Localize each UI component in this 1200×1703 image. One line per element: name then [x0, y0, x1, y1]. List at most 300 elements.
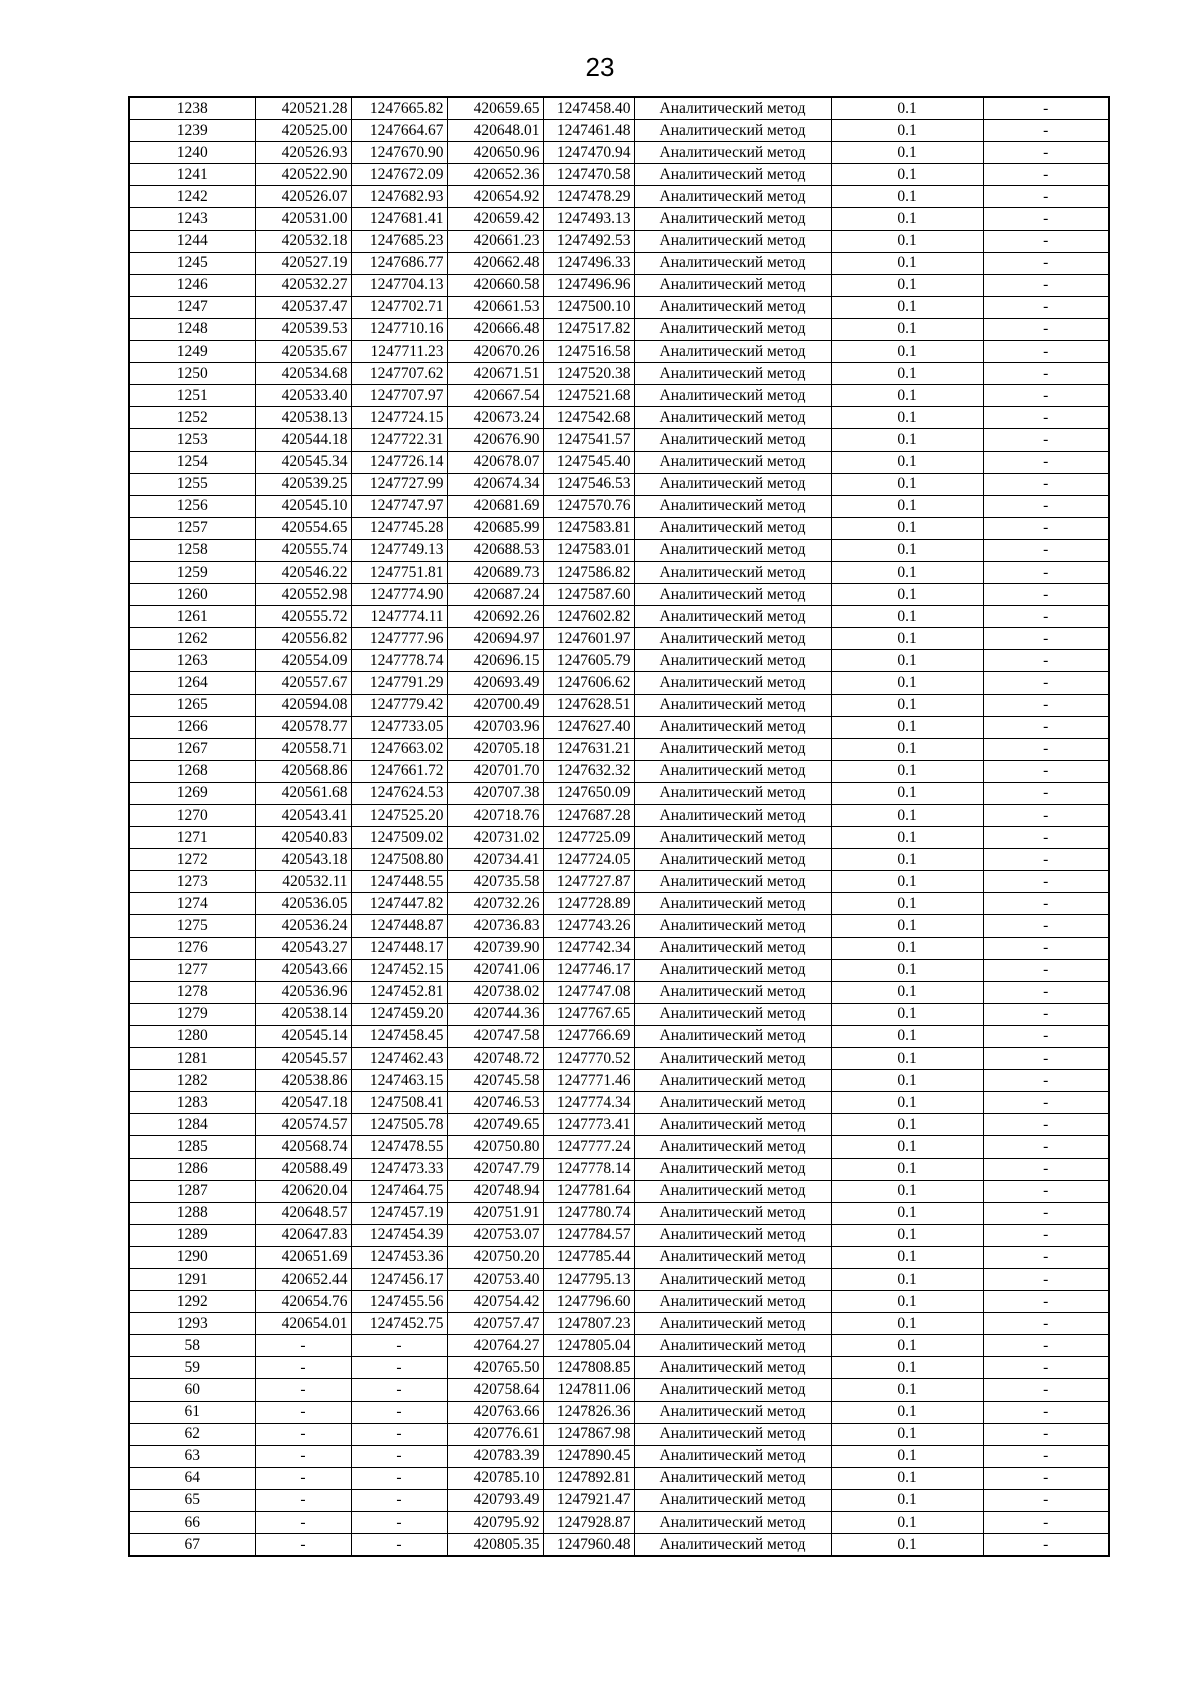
new-y-cell: 1247826.36 [543, 1401, 634, 1423]
point-number-cell: 1282 [129, 1070, 255, 1092]
old-y-cell: 1247624.53 [351, 782, 447, 804]
new-x-cell: 420734.41 [447, 849, 543, 871]
new-x-cell: 420795.92 [447, 1512, 543, 1534]
new-x-cell: 420670.26 [447, 341, 543, 363]
new-y-cell: 1247470.58 [543, 164, 634, 186]
method-cell: Аналитический метод [634, 495, 831, 517]
method-cell: Аналитический метод [634, 429, 831, 451]
method-cell: Аналитический метод [634, 120, 831, 142]
old-y-cell: 1247745.28 [351, 517, 447, 539]
table-row [129, 760, 1109, 782]
accuracy-cell: 0.1 [831, 274, 983, 296]
new-x-cell: 420707.38 [447, 782, 543, 804]
new-x-cell: 420671.51 [447, 363, 543, 385]
old-x-cell: - [255, 1423, 351, 1445]
method-cell: Аналитический метод [634, 1158, 831, 1180]
new-y-cell: 1247892.81 [543, 1467, 634, 1489]
accuracy-cell: 0.1 [831, 451, 983, 473]
table-row [129, 318, 1109, 340]
note-cell: - [983, 628, 1109, 650]
old-y-cell: - [351, 1401, 447, 1423]
table-row [129, 672, 1109, 694]
old-x-cell: 420543.66 [255, 959, 351, 981]
new-y-cell: 1247493.13 [543, 208, 634, 230]
table-row [129, 1467, 1109, 1489]
table-row [129, 1003, 1109, 1025]
new-y-cell: 1247890.45 [543, 1445, 634, 1467]
method-cell: Аналитический метод [634, 1070, 831, 1092]
note-cell: - [983, 561, 1109, 583]
note-cell: - [983, 716, 1109, 738]
old-x-cell: - [255, 1512, 351, 1534]
new-y-cell: 1247773.41 [543, 1114, 634, 1136]
table-row [129, 252, 1109, 274]
old-x-cell: 420588.49 [255, 1158, 351, 1180]
method-cell: Аналитический метод [634, 694, 831, 716]
new-x-cell: 420681.69 [447, 495, 543, 517]
point-number-cell: 1249 [129, 341, 255, 363]
new-x-cell: 420735.58 [447, 871, 543, 893]
old-y-cell: 1247682.93 [351, 186, 447, 208]
table-row [129, 849, 1109, 871]
new-x-cell: 420746.53 [447, 1092, 543, 1114]
new-y-cell: 1247605.79 [543, 650, 634, 672]
new-y-cell: 1247742.34 [543, 937, 634, 959]
table-row [129, 341, 1109, 363]
note-cell: - [983, 1246, 1109, 1268]
note-cell: - [983, 97, 1109, 120]
new-x-cell: 420703.96 [447, 716, 543, 738]
note-cell: - [983, 142, 1109, 164]
method-cell: Аналитический метод [634, 451, 831, 473]
note-cell: - [983, 451, 1109, 473]
new-y-cell: 1247587.60 [543, 584, 634, 606]
old-y-cell: 1247778.74 [351, 650, 447, 672]
point-number-cell: 1291 [129, 1268, 255, 1290]
old-y-cell: - [351, 1534, 447, 1557]
table-row [129, 1158, 1109, 1180]
table-row [129, 120, 1109, 142]
note-cell: - [983, 120, 1109, 142]
accuracy-cell: 0.1 [831, 1401, 983, 1423]
new-y-cell: 1247478.29 [543, 186, 634, 208]
point-number-cell: 1262 [129, 628, 255, 650]
method-cell: Аналитический метод [634, 981, 831, 1003]
old-x-cell: 420568.74 [255, 1136, 351, 1158]
note-cell: - [983, 252, 1109, 274]
method-cell: Аналитический метод [634, 1313, 831, 1335]
method-cell: Аналитический метод [634, 1268, 831, 1290]
table-row [129, 1070, 1109, 1092]
note-cell: - [983, 650, 1109, 672]
accuracy-cell: 0.1 [831, 1070, 983, 1092]
method-cell: Аналитический метод [634, 628, 831, 650]
new-x-cell: 420754.42 [447, 1291, 543, 1313]
table-row [129, 1180, 1109, 1202]
method-cell: Аналитический метод [634, 827, 831, 849]
method-cell: Аналитический метод [634, 296, 831, 318]
point-number-cell: 1244 [129, 230, 255, 252]
new-x-cell: 420805.35 [447, 1534, 543, 1557]
point-number-cell: 1248 [129, 318, 255, 340]
note-cell: - [983, 274, 1109, 296]
accuracy-cell: 0.1 [831, 694, 983, 716]
table-row [129, 1092, 1109, 1114]
method-cell: Аналитический метод [634, 606, 831, 628]
accuracy-cell: 0.1 [831, 871, 983, 893]
point-number-cell: 1241 [129, 164, 255, 186]
point-number-cell: 59 [129, 1357, 255, 1379]
old-y-cell: 1247478.55 [351, 1136, 447, 1158]
table-row [129, 782, 1109, 804]
accuracy-cell: 0.1 [831, 1357, 983, 1379]
new-y-cell: 1247516.58 [543, 341, 634, 363]
point-number-cell: 1264 [129, 672, 255, 694]
old-x-cell: 420543.18 [255, 849, 351, 871]
old-x-cell: 420538.86 [255, 1070, 351, 1092]
old-y-cell: 1247509.02 [351, 827, 447, 849]
method-cell: Аналитический метод [634, 318, 831, 340]
old-y-cell: 1247459.20 [351, 1003, 447, 1025]
accuracy-cell: 0.1 [831, 1534, 983, 1557]
table-row [129, 561, 1109, 583]
new-x-cell: 420747.79 [447, 1158, 543, 1180]
accuracy-cell: 0.1 [831, 385, 983, 407]
new-y-cell: 1247500.10 [543, 296, 634, 318]
new-y-cell: 1247807.23 [543, 1313, 634, 1335]
method-cell: Аналитический метод [634, 1423, 831, 1445]
new-y-cell: 1247767.65 [543, 1003, 634, 1025]
note-cell: - [983, 760, 1109, 782]
new-y-cell: 1247628.51 [543, 694, 634, 716]
accuracy-cell: 0.1 [831, 473, 983, 495]
accuracy-cell: 0.1 [831, 363, 983, 385]
method-cell: Аналитический метод [634, 1445, 831, 1467]
old-x-cell: - [255, 1379, 351, 1401]
new-y-cell: 1247796.60 [543, 1291, 634, 1313]
new-y-cell: 1247496.33 [543, 252, 634, 274]
point-number-cell: 1257 [129, 517, 255, 539]
point-number-cell: 1290 [129, 1246, 255, 1268]
old-x-cell: - [255, 1467, 351, 1489]
point-number-cell: 61 [129, 1401, 255, 1423]
point-number-cell: 1281 [129, 1048, 255, 1070]
old-x-cell: 420620.04 [255, 1180, 351, 1202]
method-cell: Аналитический метод [634, 1048, 831, 1070]
table-row [129, 407, 1109, 429]
new-y-cell: 1247785.44 [543, 1246, 634, 1268]
method-cell: Аналитический метод [634, 517, 831, 539]
old-x-cell: 420574.57 [255, 1114, 351, 1136]
old-y-cell: 1247704.13 [351, 274, 447, 296]
new-x-cell: 420732.26 [447, 893, 543, 915]
table-row [129, 1357, 1109, 1379]
accuracy-cell: 0.1 [831, 782, 983, 804]
new-y-cell: 1247583.81 [543, 517, 634, 539]
accuracy-cell: 0.1 [831, 1268, 983, 1290]
method-cell: Аналитический метод [634, 915, 831, 937]
old-y-cell: 1247454.39 [351, 1224, 447, 1246]
new-y-cell: 1247496.96 [543, 274, 634, 296]
accuracy-cell: 0.1 [831, 539, 983, 561]
accuracy-cell: 0.1 [831, 407, 983, 429]
accuracy-cell: 0.1 [831, 893, 983, 915]
table-row [129, 937, 1109, 959]
point-number-cell: 1293 [129, 1313, 255, 1335]
accuracy-cell: 0.1 [831, 1224, 983, 1246]
old-x-cell: 420531.00 [255, 208, 351, 230]
method-cell: Аналитический метод [634, 363, 831, 385]
old-x-cell: 420540.83 [255, 827, 351, 849]
note-cell: - [983, 1313, 1109, 1335]
table-row [129, 97, 1109, 120]
old-y-cell: 1247672.09 [351, 164, 447, 186]
accuracy-cell: 0.1 [831, 429, 983, 451]
table-row [129, 1445, 1109, 1467]
accuracy-cell: 0.1 [831, 1489, 983, 1511]
method-cell: Аналитический метод [634, 97, 831, 120]
old-y-cell: 1247707.97 [351, 385, 447, 407]
new-x-cell: 420764.27 [447, 1335, 543, 1357]
point-number-cell: 1245 [129, 252, 255, 274]
note-cell: - [983, 429, 1109, 451]
point-number-cell: 1238 [129, 97, 255, 120]
note-cell: - [983, 782, 1109, 804]
point-number-cell: 1289 [129, 1224, 255, 1246]
note-cell: - [983, 385, 1109, 407]
new-y-cell: 1247601.97 [543, 628, 634, 650]
new-x-cell: 420688.53 [447, 539, 543, 561]
accuracy-cell: 0.1 [831, 208, 983, 230]
accuracy-cell: 0.1 [831, 186, 983, 208]
old-x-cell: 420537.47 [255, 296, 351, 318]
old-x-cell: 420527.19 [255, 252, 351, 274]
accuracy-cell: 0.1 [831, 606, 983, 628]
old-y-cell: 1247455.56 [351, 1291, 447, 1313]
new-y-cell: 1247542.68 [543, 407, 634, 429]
note-cell: - [983, 1025, 1109, 1047]
old-y-cell: 1247462.43 [351, 1048, 447, 1070]
accuracy-cell: 0.1 [831, 1246, 983, 1268]
table-row [129, 584, 1109, 606]
point-number-cell: 1255 [129, 473, 255, 495]
point-number-cell: 1270 [129, 805, 255, 827]
accuracy-cell: 0.1 [831, 1180, 983, 1202]
method-cell: Аналитический метод [634, 959, 831, 981]
new-x-cell: 420650.96 [447, 142, 543, 164]
accuracy-cell: 0.1 [831, 1092, 983, 1114]
point-number-cell: 1277 [129, 959, 255, 981]
old-y-cell: 1247711.23 [351, 341, 447, 363]
old-y-cell: 1247452.75 [351, 1313, 447, 1335]
new-x-cell: 420793.49 [447, 1489, 543, 1511]
old-y-cell: 1247661.72 [351, 760, 447, 782]
accuracy-cell: 0.1 [831, 1335, 983, 1357]
point-number-cell: 1267 [129, 738, 255, 760]
new-y-cell: 1247777.24 [543, 1136, 634, 1158]
new-y-cell: 1247746.17 [543, 959, 634, 981]
old-x-cell: 420544.18 [255, 429, 351, 451]
table-row [129, 495, 1109, 517]
old-x-cell: 420654.76 [255, 1291, 351, 1313]
new-x-cell: 420659.65 [447, 97, 543, 120]
table-row [129, 208, 1109, 230]
new-x-cell: 420753.40 [447, 1268, 543, 1290]
old-x-cell: 420538.14 [255, 1003, 351, 1025]
table-row [129, 539, 1109, 561]
new-x-cell: 420666.48 [447, 318, 543, 340]
new-y-cell: 1247743.26 [543, 915, 634, 937]
old-x-cell: 420651.69 [255, 1246, 351, 1268]
new-x-cell: 420676.90 [447, 429, 543, 451]
point-number-cell: 1269 [129, 782, 255, 804]
new-y-cell: 1247583.01 [543, 539, 634, 561]
note-cell: - [983, 1512, 1109, 1534]
new-y-cell: 1247808.85 [543, 1357, 634, 1379]
table-row [129, 1512, 1109, 1534]
note-cell: - [983, 363, 1109, 385]
new-x-cell: 420685.99 [447, 517, 543, 539]
new-x-cell: 420692.26 [447, 606, 543, 628]
table-row [129, 363, 1109, 385]
method-cell: Аналитический метод [634, 1246, 831, 1268]
method-cell: Аналитический метод [634, 1114, 831, 1136]
accuracy-cell: 0.1 [831, 1445, 983, 1467]
table-row [129, 451, 1109, 473]
note-cell: - [983, 1180, 1109, 1202]
new-x-cell: 420758.64 [447, 1379, 543, 1401]
old-y-cell: 1247774.90 [351, 584, 447, 606]
old-x-cell: 420521.28 [255, 97, 351, 120]
method-cell: Аналитический метод [634, 782, 831, 804]
note-cell: - [983, 871, 1109, 893]
note-cell: - [983, 473, 1109, 495]
point-number-cell: 1266 [129, 716, 255, 738]
point-number-cell: 1272 [129, 849, 255, 871]
new-y-cell: 1247602.82 [543, 606, 634, 628]
table-row [129, 1048, 1109, 1070]
old-x-cell: 420554.65 [255, 517, 351, 539]
old-x-cell: 420554.09 [255, 650, 351, 672]
note-cell: - [983, 539, 1109, 561]
accuracy-cell: 0.1 [831, 495, 983, 517]
new-y-cell: 1247780.74 [543, 1202, 634, 1224]
new-y-cell: 1247687.28 [543, 805, 634, 827]
new-x-cell: 420687.24 [447, 584, 543, 606]
note-cell: - [983, 1401, 1109, 1423]
table-row [129, 296, 1109, 318]
note-cell: - [983, 1335, 1109, 1357]
table-row [129, 1025, 1109, 1047]
old-x-cell: 420533.40 [255, 385, 351, 407]
accuracy-cell: 0.1 [831, 1379, 983, 1401]
old-y-cell: 1247685.23 [351, 230, 447, 252]
point-number-cell: 63 [129, 1445, 255, 1467]
point-number-cell: 1263 [129, 650, 255, 672]
point-number-cell: 67 [129, 1534, 255, 1557]
point-number-cell: 1283 [129, 1092, 255, 1114]
point-number-cell: 1275 [129, 915, 255, 937]
new-y-cell: 1247470.94 [543, 142, 634, 164]
new-x-cell: 420662.48 [447, 252, 543, 274]
accuracy-cell: 0.1 [831, 1048, 983, 1070]
old-y-cell: 1247733.05 [351, 716, 447, 738]
old-x-cell: 420652.44 [255, 1268, 351, 1290]
table-row [129, 893, 1109, 915]
old-y-cell: 1247726.14 [351, 451, 447, 473]
accuracy-cell: 0.1 [831, 1512, 983, 1534]
method-cell: Аналитический метод [634, 584, 831, 606]
old-x-cell: 420532.11 [255, 871, 351, 893]
table-row [129, 827, 1109, 849]
old-x-cell: 420539.25 [255, 473, 351, 495]
accuracy-cell: 0.1 [831, 164, 983, 186]
old-x-cell: 420561.68 [255, 782, 351, 804]
old-y-cell: 1247681.41 [351, 208, 447, 230]
table-row [129, 1335, 1109, 1357]
method-cell: Аналитический метод [634, 849, 831, 871]
note-cell: - [983, 341, 1109, 363]
method-cell: Аналитический метод [634, 561, 831, 583]
old-y-cell: 1247727.99 [351, 473, 447, 495]
old-x-cell: 420568.86 [255, 760, 351, 782]
table-row [129, 1291, 1109, 1313]
table-row [129, 186, 1109, 208]
new-x-cell: 420751.91 [447, 1202, 543, 1224]
method-cell: Аналитический метод [634, 1180, 831, 1202]
accuracy-cell: 0.1 [831, 1467, 983, 1489]
new-x-cell: 420701.70 [447, 760, 543, 782]
accuracy-cell: 0.1 [831, 827, 983, 849]
method-cell: Аналитический метод [634, 1202, 831, 1224]
new-y-cell: 1247650.09 [543, 782, 634, 804]
point-number-cell: 1268 [129, 760, 255, 782]
note-cell: - [983, 694, 1109, 716]
old-y-cell: 1247724.15 [351, 407, 447, 429]
new-x-cell: 420750.80 [447, 1136, 543, 1158]
old-y-cell: - [351, 1512, 447, 1534]
accuracy-cell: 0.1 [831, 230, 983, 252]
old-y-cell: 1247456.17 [351, 1268, 447, 1290]
accuracy-cell: 0.1 [831, 981, 983, 1003]
method-cell: Аналитический метод [634, 893, 831, 915]
old-y-cell: 1247453.36 [351, 1246, 447, 1268]
method-cell: Аналитический метод [634, 1401, 831, 1423]
table-row [129, 1401, 1109, 1423]
new-x-cell: 420674.34 [447, 473, 543, 495]
old-x-cell: 420525.00 [255, 120, 351, 142]
table-row [129, 915, 1109, 937]
method-cell: Аналитический метод [634, 1136, 831, 1158]
old-x-cell: - [255, 1534, 351, 1557]
old-y-cell: - [351, 1445, 447, 1467]
note-cell: - [983, 1070, 1109, 1092]
point-number-cell: 1284 [129, 1114, 255, 1136]
old-y-cell: 1247751.81 [351, 561, 447, 583]
accuracy-cell: 0.1 [831, 650, 983, 672]
accuracy-cell: 0.1 [831, 672, 983, 694]
method-cell: Аналитический метод [634, 539, 831, 561]
accuracy-cell: 0.1 [831, 1114, 983, 1136]
new-y-cell: 1247867.98 [543, 1423, 634, 1445]
old-x-cell: 420539.53 [255, 318, 351, 340]
new-x-cell: 420738.02 [447, 981, 543, 1003]
old-x-cell: 420546.22 [255, 561, 351, 583]
table-row [129, 981, 1109, 1003]
method-cell: Аналитический метод [634, 1291, 831, 1313]
new-y-cell: 1247586.82 [543, 561, 634, 583]
method-cell: Аналитический метод [634, 1489, 831, 1511]
